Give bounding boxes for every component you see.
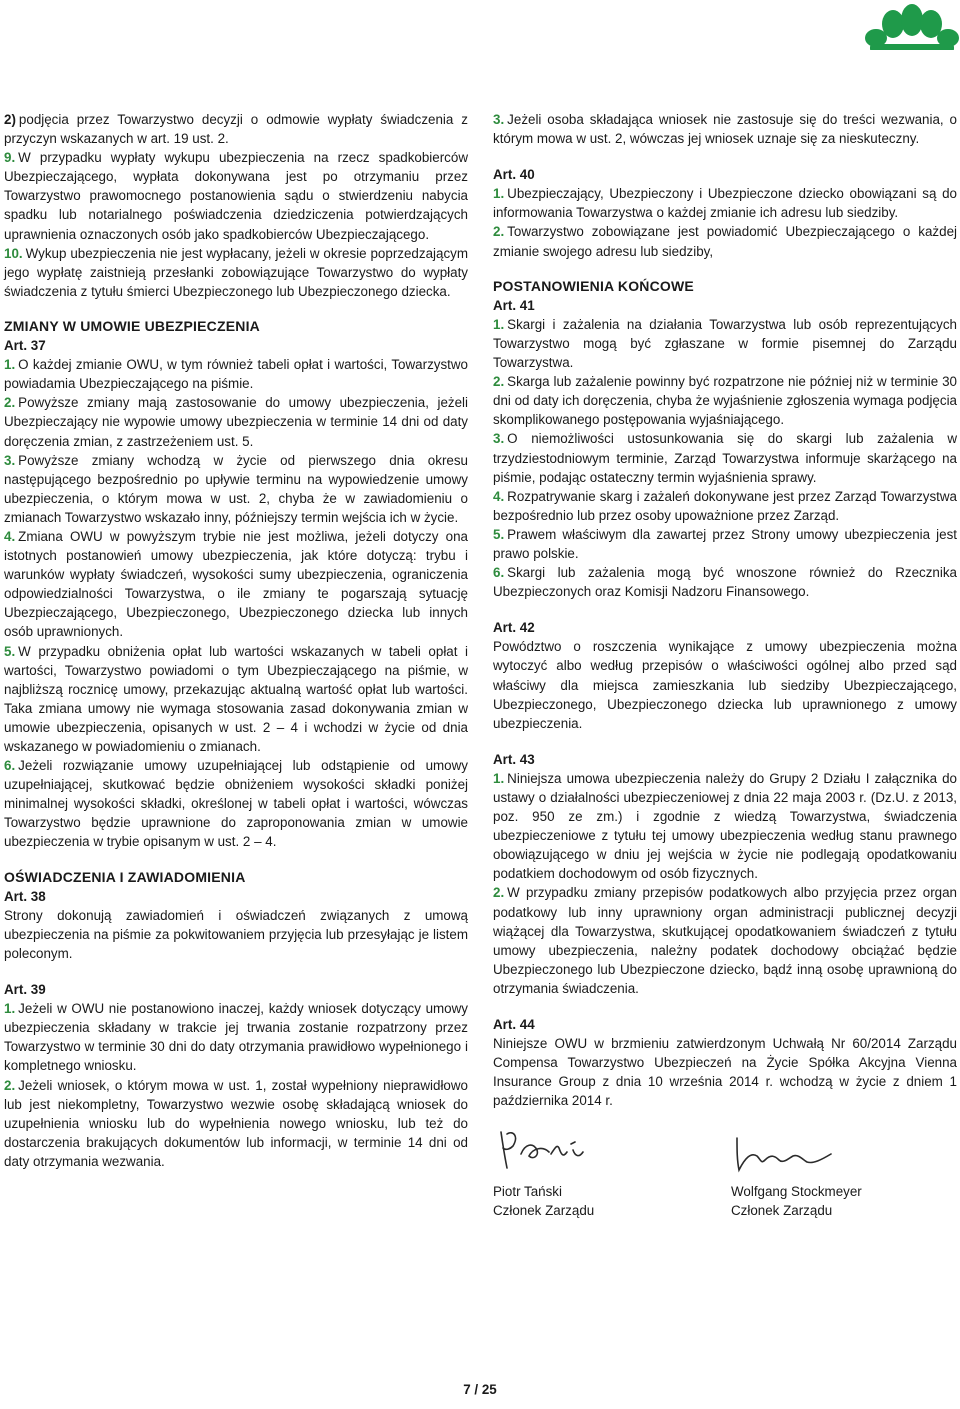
paragraph: 5. W przypadku obniżenia opłat lub wartości wskazanych w tabeli opłat i wartości, Towarzystwo powiadomi o tym Ubezpieczającego na piśmie, w najbliższą rocznicę umowy, przekazując aktualną wartość opłat lub wartości. Taka zmiana umowy nie wymaga stosowania zasad dokonywania zmian w umowie ubezpieczenia, opisanych w ust. 2 – 4 i wchodzi w życie od dnia wskazanego w powiadomieniu o zmianach. [4, 643, 468, 754]
paragraph: 1. Skargi i zażalenia na działania Towarzystwa lub osób reprezentujących Towarzystwo mogą być zgłaszane w formie pisemnej do Zarządu Towarzystwa. [493, 316, 957, 371]
paragraph: 6. Skargi lub zażalenia mogą być wnoszone również do Rzecznika Ubezpieczonych oraz Komisji Nadzoru Finansowego. [493, 565, 957, 600]
paragraph: Powództwo o roszczenia wynikające z umowy ubezpieczenia można wytoczyć albo według przepisów o właściwości ogólnej albo przed sąd właściwy dla miejsca zamieszkania lub siedziby Ubezpieczającego, Ubezpieczonego, Ubezpieczonego dziecka lub uprawnionego z umowy ubezpieczenia. [493, 639, 957, 731]
signer-2 [731, 1182, 862, 1220]
article-heading: Art. 37 [4, 338, 46, 354]
paragraph: 10. Wykup ubezpieczenia nie jest wypłacany, jeżeli w okresie poprzedzającym jego wypłatę zaistnieją przesłanki zobowiązujące Towarzystwo do wypłaty świadczenia z tytułu śmierci Ubezpieczonego lub Ubezpieczonego dziecka. [4, 245, 468, 299]
article-heading: Art. 38 [4, 888, 46, 904]
signature-block [493, 1120, 957, 1230]
page-number: 7 / 25 [463, 1382, 497, 1397]
paragraph: 2) podjęcia przez Towarzystwo decyzji o odmowie wypłaty świadczenia z przyczyn wskazanych w art. 19 ust. 2. [4, 112, 468, 147]
paragraph: Strony dokonują zawiadomień i oświadczeń związanych z umową ubezpieczenia na piśmie za pokwitowaniem przyjęcia lub przesyłając je listem poleconym. [4, 907, 468, 961]
signer-2-name: Wolfgang Stockmeyer [731, 1184, 862, 1199]
item-number: 10. [4, 245, 23, 261]
article-heading: Art. 39 [4, 982, 46, 998]
paragraph: 1. O każdej zmianie OWU, w tym również tabeli opłat i wartości, Towarzystwo powiadamia Ubezpieczającego na piśmie. [4, 357, 468, 392]
signer-2-role: Członek Zarządu [731, 1203, 833, 1218]
left-column [4, 110, 468, 1171]
paragraph: 2. Jeżeli wniosek, o którym mowa w ust. 1, został wypełniony nieprawidłowo lub jest niekompletny, Towarzystwo wezwie osobę składającą wniosek do uzupełnienia wniosku lub do wypełnienia nowego wniosku, lub też do dostarczenia brakujących dokumentów lub informacji, w terminie 14 dni od daty otrzymania wezwania. [4, 1077, 468, 1169]
paragraph: 4. Rozpatrywanie skarg i zażaleń dokonywane jest przez Zarząd Towarzystwa bezpośrednio lub przez osoby upoważnione przez Zarząd. [493, 488, 957, 523]
paragraph: 2. W przypadku zmiany przepisów podatkowych albo przyjęcia przez organ podatkowy lub inny uprawniony organ administracji publicznej decyzji wiążącej dla Towarzystwa, skutkującej opodatkowaniem świadczeń z tytułu umowy ubezpieczenia, należny podatek dochodowy obciążać będzie Ubezpieczonego lub Ubezpieczone dziecko, bądź inną osobę uprawnioną do otrzymania świadczenia. [493, 885, 957, 996]
item-number: 9. [4, 150, 16, 166]
article-heading: Art. 41 [493, 297, 535, 313]
article-heading: Art. 44 [493, 1017, 535, 1033]
paragraph: 1. Niniejsza umowa ubezpieczenia należy do Grupy 2 Działu I załącznika do ustawy o działalności ubezpieczeniowej z dnia 22 maja 2003 r. (Dz.U. z 2013, poz. 950 ze zm.) i zgodnie z wiedzą Towarzystwa, świadczenia ubezpieczeniowe z tytułu tej umowy ubezpieczenia według stanu prawnego obowiązującego w dniu jej wejścia w życie nie podlegają opodatkowaniu podatkiem dochodowym od osób fizycznych. [493, 770, 957, 882]
paragraph: 1. Ubezpieczający, Ubezpieczony i Ubezpieczone dziecko obowiązani są do informowania Towarzystwa o każdej zmianie ich adresu lub siedziby. [493, 186, 957, 221]
paragraph: 3. Jeżeli osoba składająca wniosek nie zastosuje się do treści wezwania, o którym mowa w ust. 2, wówczas jej wniosek uznaje się za nieskuteczny. [493, 112, 957, 147]
section-heading-final: POSTANOWIENIA KOŃCOWE [493, 277, 694, 294]
item-number: 2) [4, 112, 16, 127]
section-heading-changes: ZMIANY W UMOWIE UBEZPIECZENIA [4, 317, 260, 334]
company-logo [864, 4, 960, 54]
right-column [493, 110, 957, 1111]
signer-1-name: Piotr Tański [493, 1184, 562, 1199]
paragraph: 9. W przypadku wypłaty wykupu ubezpieczenia na rzecz spadkobierców Ubezpieczającego, wypłata dokonywana jest po otrzymaniu przez Towarzystwo prawomocnego postanowienia sądu o stwierdzeniu nabycia spadku lub notarialnego poświadczenia dziedziczenia potwierdzających uprawnienia oznaczonych osób jako spadkobierców Ubezpieczającego. [4, 150, 468, 242]
signature-2 [731, 1132, 841, 1176]
article-heading: Art. 42 [493, 620, 535, 636]
signature-1 [493, 1124, 613, 1176]
signer-1-role: Członek Zarządu [493, 1203, 595, 1218]
paragraph: 6. Jeżeli rozwiązanie umowy uzupełniającej lub odstąpienie od umowy uzupełniającej, skutkować będzie obniżeniem wysokości składki poniżej minimalnej wysokości składki, określonej w tabeli opłat i wartości, wówczas Towarzystwo będzie uprawnione do zaproponowania zmian w umowie ubezpieczenia w trybie opisanym w ust. 2 – 4. [4, 758, 468, 850]
article-heading: Art. 40 [493, 167, 535, 183]
paragraph: 2. Towarzystwo zobowiązane jest powiadomić Ubezpieczającego o każdej zmianie swojego adresu lub siedziby, [493, 224, 957, 259]
article-heading: Art. 43 [493, 751, 535, 767]
paragraph: Niniejsze OWU w brzmieniu zatwierdzonym Uchwałą Nr 60/2014 Zarządu Compensa Towarzystwo Ubezpieczeń na Życie Spółka Akcyjna Vienna Insurance Group z dnia 10 września 2014 r. wchodzą w życie z dniem 1 października 2014 r. [493, 1036, 957, 1109]
section-heading-statements: OŚWIADCZENIA I ZAWIADOMIENIA [4, 868, 246, 885]
paragraph: 1. Jeżeli w OWU nie postanowiono inaczej, każdy wniosek dotyczący umowy ubezpieczenia składany w trakcie jej trwania zostanie rozpatrzony przez Towarzystwo w terminie 30 dni do daty otrzymania prawidłowo wypełnionego i kompletnego wniosku. [4, 1001, 468, 1074]
signer-1 [493, 1182, 594, 1220]
paragraph: 2. Powyższe zmiany mają zastosowanie do umowy ubezpieczenia, jeżeli Ubezpieczający nie wypowie umowy ubezpieczenia w terminie 14 dni od daty doręczenia zmian, z zastrzeżeniem ust. 5. [4, 395, 468, 449]
paragraph: 2. Skarga lub zażalenie powinny być rozpatrzone nie później niż w terminie 30 dni od daty ich doręczenia, chyba że wyjaśnienie zgłoszenia wymaga podjęcia skomplikowanego postępowania wyjaśniającego. [493, 374, 957, 428]
paragraph: 3. O niemożliwości ustosunkowania się do skargi lub zażalenia w trzydziestodniowym terminie, Zarząd Towarzystwa informuje skarżącego na piśmie, podając ostateczny termin wyjaśnienia sprawy. [493, 431, 957, 485]
paragraph: 5. Prawem właściwym dla zawartej przez Strony umowy ubezpieczenia jest prawo polskie. [493, 526, 957, 561]
paragraph: 4. Zmiana OWU w powyższym trybie nie jest możliwa, jeżeli dotyczy ona istotnych postanowień umowy ubezpieczenia, jak które dotyczą: trybu i warunków wypłaty świadczeń, wysokości sumy ubezpieczenia, ograniczenia odpowiedzialności Towarzystwa, o ile zmiany te pogarszają sytuację Ubezpieczającego, Ubezpieczonego, Ubezpieczonego dziecka lub innych osób uprawnionych. [4, 528, 468, 640]
paragraph: 3. Powyższe zmiany wchodzą w życie od pierwszego dnia okresu następującego bezpośrednio po upływie terminu na wypowiedzenie umowy ubezpieczenia, o którym mowa w ust. 2, chyba że w zawiadomieniu o zmianach Towarzystwo wskazało inny, późniejszy termin wejścia ich w życie. [4, 452, 468, 525]
